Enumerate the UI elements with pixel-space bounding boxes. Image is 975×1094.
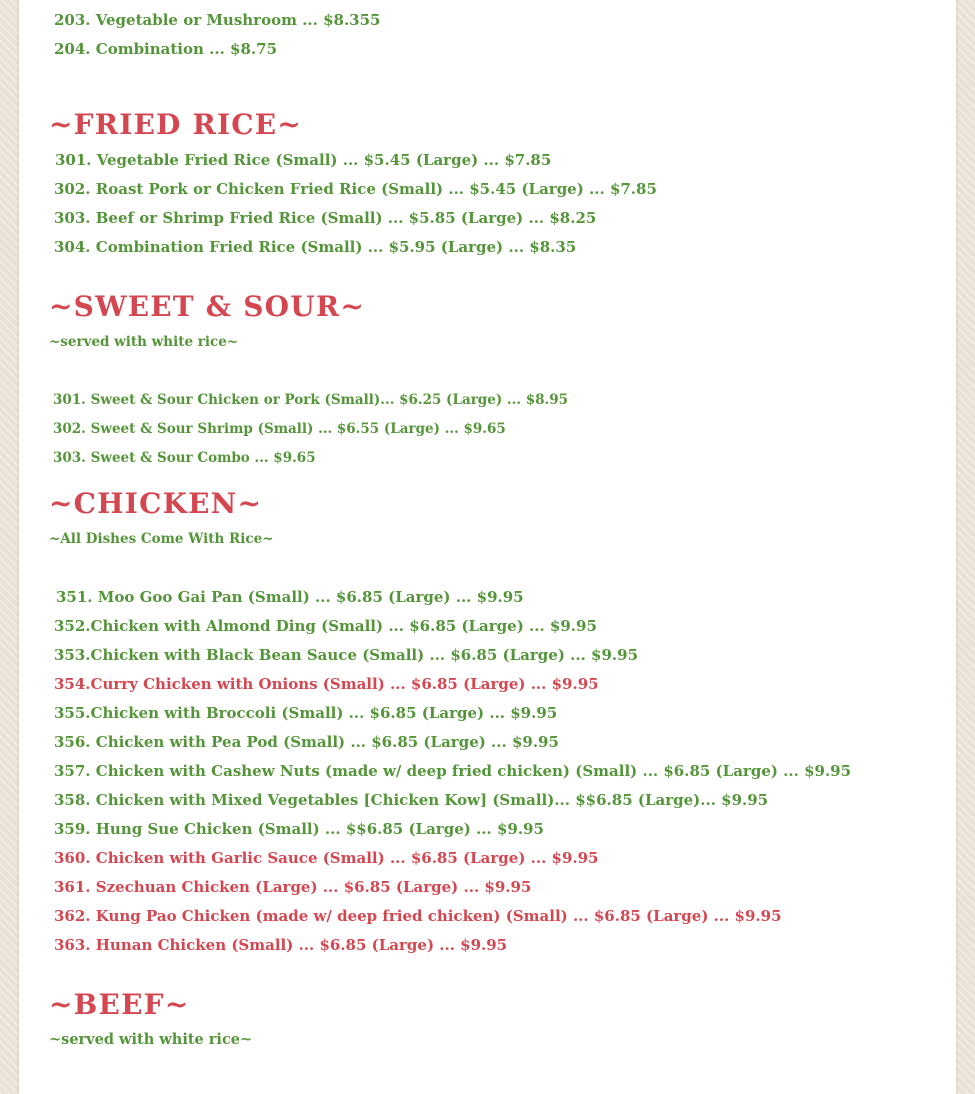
menu-item-302-sweet-sour: 302. Sweet & Sour Shrimp (Small) ... $6.55 (Large) ... $9.65 bbox=[53, 421, 506, 437]
section-heading-chicken: ~CHICKEN~ bbox=[49, 487, 263, 520]
menu-item-352: 352.Chicken with Almond Ding (Small) ... $6.85 (Large) ... $9.95 bbox=[54, 617, 597, 635]
menu-item-353: 353.Chicken with Black Bean Sauce (Small) ... $6.85 (Large) ... $9.95 bbox=[54, 646, 639, 664]
section-heading-beef: ~BEEF~ bbox=[49, 988, 190, 1021]
menu-item-204: 204. Combination ... $8.75 bbox=[54, 40, 278, 58]
section-note-chicken: ~All Dishes Come With Rice~ bbox=[49, 531, 274, 547]
menu-item-301-sweet-sour: 301. Sweet & Sour Chicken or Pork (Small)... $6.25 (Large) ... $8.95 bbox=[53, 392, 568, 408]
menu-item-302-fried-rice: 302. Roast Pork or Chicken Fried Rice (Small) ... $5.45 (Large) ... $7.85 bbox=[54, 180, 657, 198]
section-heading-sweet-sour: ~SWEET & SOUR~ bbox=[49, 290, 365, 323]
menu-item-361: 361. Szechuan Chicken (Large) ... $6.85 (Large) ... $9.95 bbox=[54, 878, 532, 896]
menu-item-304-fried-rice: 304. Combination Fried Rice (Small) ... $5.95 (Large) ... $8.35 bbox=[54, 238, 577, 256]
menu-page bbox=[19, 0, 956, 1094]
menu-item-303-fried-rice: 303. Beef or Shrimp Fried Rice (Small) ... $5.85 (Large) ... $8.25 bbox=[54, 209, 597, 227]
menu-item-351: 351. Moo Goo Gai Pan (Small) ... $6.85 (Large) ... $9.95 bbox=[56, 588, 524, 606]
menu-item-356: 356. Chicken with Pea Pod (Small) ... $6.85 (Large) ... $9.95 bbox=[54, 733, 559, 751]
section-note-beef: ~served with white rice~ bbox=[49, 1031, 253, 1048]
menu-item-358: 358. Chicken with Mixed Vegetables [Chicken Kow] (Small)... $$6.85 (Large)... $9.95 bbox=[54, 791, 769, 809]
section-heading-fried-rice: ~FRIED RICE~ bbox=[49, 108, 302, 141]
menu-item-203: 203. Vegetable or Mushroom ... $8.355 bbox=[54, 11, 381, 29]
menu-item-357: 357. Chicken with Cashew Nuts (made w/ deep fried chicken) (Small) ... $6.85 (Large) ... $9.95 bbox=[54, 762, 852, 780]
menu-item-363: 363. Hunan Chicken (Small) ... $6.85 (Large) ... $9.95 bbox=[54, 936, 508, 954]
menu-item-303-sweet-sour: 303. Sweet & Sour Combo ... $9.65 bbox=[53, 450, 316, 466]
section-note-sweet-sour: ~served with white rice~ bbox=[49, 334, 239, 350]
menu-item-359: 359. Hung Sue Chicken (Small) ... $$6.85 (Large) ... $9.95 bbox=[54, 820, 544, 838]
menu-item-301-fried-rice: 301. Vegetable Fried Rice (Small) ... $5.45 (Large) ... $7.85 bbox=[55, 151, 552, 169]
menu-item-360: 360. Chicken with Garlic Sauce (Small) ... $6.85 (Large) ... $9.95 bbox=[54, 849, 599, 867]
menu-item-362: 362. Kung Pao Chicken (made w/ deep fried chicken) (Small) ... $6.85 (Large) ... $9.95 bbox=[54, 907, 782, 925]
menu-item-355: 355.Chicken with Broccoli (Small) ... $6.85 (Large) ... $9.95 bbox=[54, 704, 558, 722]
menu-item-354: 354.Curry Chicken with Onions (Small) ... $6.85 (Large) ... $9.95 bbox=[54, 675, 599, 693]
